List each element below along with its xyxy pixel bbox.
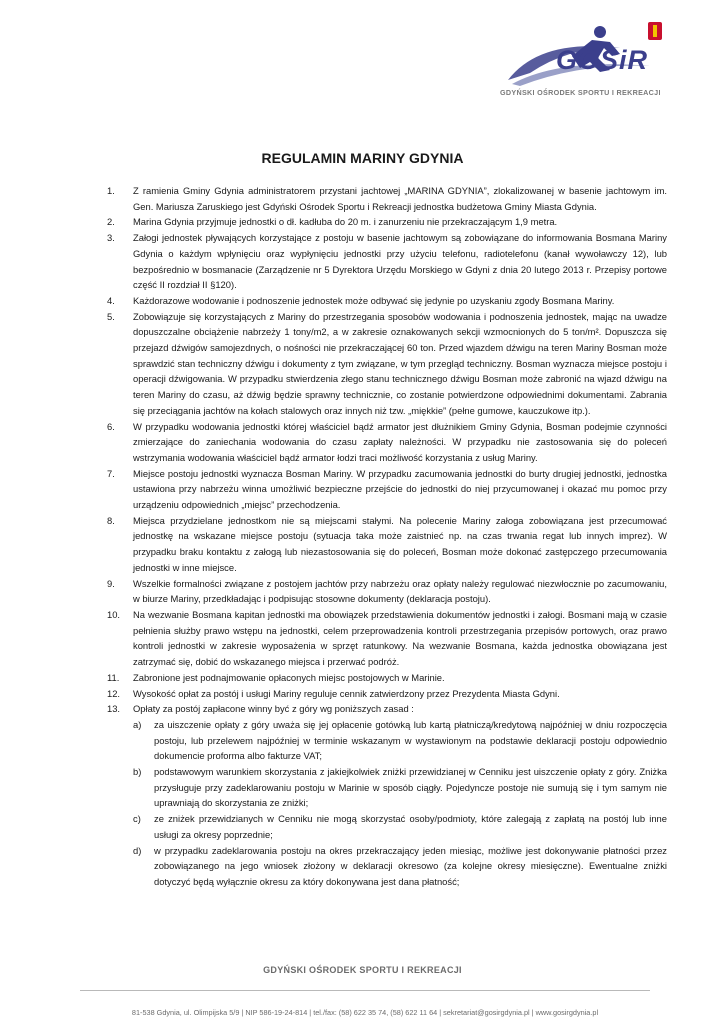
item-number: 5. — [107, 310, 115, 322]
sub-item — [133, 811, 667, 842]
item-number: 9. — [107, 577, 115, 589]
list-item — [107, 670, 667, 686]
sub-item — [133, 717, 667, 764]
logo-wordmark: GOSiR — [556, 45, 649, 75]
item-text: Opłaty za postój zapłacone winny być z góry wg poniższych zasad : — [133, 703, 414, 715]
list-item — [107, 466, 667, 513]
logo-subtitle: GDYŃSKI OŚRODEK SPORTU I REKREACJI — [500, 88, 661, 97]
item-number: 13. — [107, 703, 121, 715]
list-item — [107, 576, 667, 607]
item-text: W przypadku wodowania jednostki której właściciel bądź armator jest dłużnikiem Gminy Gdynia, Bosman podejmie czynności zmierzające do zaniechania wodowania do czasu zapłaty należności. W przypadku nie zastosowania się do poleceń wstrzymania wodowania właściciel bądź armator łodzi traci możliwość korzystania z usług Mariny. — [133, 420, 667, 463]
sub-item-letter: d) — [133, 844, 142, 856]
list-item — [107, 513, 667, 576]
item-text: Marina Gdynia przyjmuje jednostki o dł. kadłuba do 20 m. i zanurzeniu nie przekraczającym 1,9 metra. — [133, 216, 558, 228]
list-item — [107, 686, 667, 702]
document-title: REGULAMIN MARINY GDYNIA — [261, 150, 464, 166]
sub-item-letter: c) — [133, 813, 141, 825]
list-item — [107, 607, 667, 670]
item-number: 1. — [107, 185, 115, 196]
item-text: Wszelkie formalności związane z postojem jachtów przy nabrzeżu oraz opłaty należy regulować niezwłocznie po zacumowaniu, w biurze Mariny, przedkładając i podpisując stosowne dokumenty (deklaracja postoju). — [133, 577, 667, 605]
item-text: Załogi jednostek pływających korzystające z postoju w basenie jachtowym są zobowiązane do informowania Bosmana Mariny Gdynia o każdym wpłynięciu oraz wypłynięciu jednostki przy użyciu telefonu, radiotelefonu (kanał wywoławczy 12), lub bezpośrednio w bosmanacie (Zarządzenie nr 5 Dyrektora Urzędu Morskiego w Gdyni z dnia 20 lutego 2013 r. Przepisy portowe część II rozdział II §120). — [133, 232, 667, 291]
sub-item — [133, 764, 667, 811]
item-number: 4. — [107, 294, 115, 306]
list-item — [107, 230, 667, 293]
sub-item-text: ze zniżek przewidzianych w Cenniku nie mogą skorzystać osoby/podmioty, które zalegają z zapłatą na postój lub inne usługi za okresy poprzednie; — [154, 813, 667, 840]
regulation-body — [107, 183, 667, 890]
item-number: 6. — [107, 420, 115, 432]
footer-divider — [80, 990, 650, 991]
sub-item — [133, 843, 667, 890]
item-number: 10. — [107, 608, 121, 620]
item-text: Na wezwanie Bosmana kapitan jednostki ma obowiązek przedstawienia dokumentów jednostki i załogi. Bosmani mają w czasie pełnienia służby prawo wstępu na jednostki, celem przeprowadzenia kontroli przestrzegania przepisów portowych, oraz prawo kontroli jednostki w zakresie wyposażenia w sprzęt ratunkowy. Na wezwanie Bosmana, każda jednostka obowiązana jest zatrzymać się, dobić do wskazanego miejsca i przerwać podróż. — [133, 608, 667, 668]
item-number: 2. — [107, 216, 115, 228]
item-number: 8. — [107, 514, 115, 526]
item-number: 7. — [107, 467, 115, 479]
sub-item-text: w przypadku zadeklarowania postoju na okres przekraczający jeden miesiąc, możliwe jest dokonywanie płatności przez zobowiązanego na jego wniosek złożony w deklaracji okresowo (za kolejne okresy miesięczne). Ewentualne zniżki dotyczyć będą wyłącznie okresu za który dokonywana jest dana płatność; — [154, 844, 667, 887]
sub-item-letter: b) — [133, 766, 142, 778]
list-item — [107, 214, 667, 230]
item-text: Wysokość opłat za postój i usługi Mariny reguluje cennik zatwierdzony przez Prezydenta Miasta Gdyni. — [133, 687, 560, 699]
item-text: Z ramienia Gminy Gdynia administratorem przystani jachtowej „MARINA GDYNIA”, zlokalizowanej w basenie jachtowym im. Gen. Mariusza Zaruskiego jest Gdyński Ośrodek Sportu i Rekreacji jednostka budżetowa Gminy Miasta Gdynia. — [133, 185, 667, 212]
list-item — [107, 293, 667, 309]
item-number: 11. — [107, 671, 120, 683]
list-item — [107, 309, 667, 419]
list-item — [107, 419, 667, 466]
item-text: Miejsce postoju jednostki wyznacza Bosman Mariny. W przypadku zacumowania jednostki do burty drugiej jednostki, jednostka ustawiona przy nabrzeżu winna umożliwić bezpieczne przejście do jednostki do niej przycumowanej i okazać mu pomoc przy urządzeniu odpowiednich „miejsc” przechodzenia. — [133, 467, 667, 511]
sub-item-text: za uiszczenie opłaty z góry uważa się jej opłacenie gotówką lub kartą płatniczą/kredytową najpóźniej w dniu rozpoczęcia postoju, lub przelewem najpóźniej w terminie wskazanym w wystawionym na podstawie deklaracji postoju odpowiednio dokumencie proforma albo fakturze VAT; — [154, 718, 667, 762]
item-number: 12. — [107, 687, 121, 699]
sub-item-text: podstawowym warunkiem skorzystania z jakiejkolwiek zniżki przewidzianej w Cenniku jest uiszczenie opłaty z góry. Zniżka przysługuje przy zadeklarowaniu postoju w Marinie w sposób ciągły. Pojedyncze postoje nie sumują się i tym samym nie uprawniają do skorzystania ze zniżki; — [154, 766, 667, 809]
item-text: Zabronione jest podnajmowanie opłaconych miejsc postojowych w Marinie. — [133, 671, 445, 683]
item-text: Miejsca przydzielane jednostkom nie są miejscami stałymi. Na polecenie Mariny załoga zobowiązana jest przecumować jednostkę na wskazane miejsce postoju (sytuacja taka może zaistnieć np. na czas trwania regat lub innych imprez). W przypadku braku kontaktu z załogą lub niezastosowania się do poleceń, Bosman może dokonać zastępczego przecumowania jednostki w inne miejsce. — [133, 514, 667, 573]
footer-contact: 81-538 Gdynia, ul. Olimpijska 5/9 | NIP 586-19-24-814 | tel./fax: (58) 622 35 74, (58) 622 11 64 | sekretariat@gosirgdynia.pl | www.gosirgdynia.pl — [131, 1008, 599, 1017]
letterhead — [0, 0, 725, 115]
footer-title: GDYŃSKI OŚRODEK SPORTU I REKREACJI — [263, 965, 462, 975]
item-text: Każdorazowe wodowanie i podnoszenie jednostek może odbywać się jedynie po uzyskaniu zgody Bosmana Mariny. — [133, 294, 615, 306]
item-text: Zobowiązuje się korzystających z Mariny do przestrzegania sposobów wodowania i podnoszenia jednostek, mając na uwadze dopuszczalne obciążenie nabrzeży 1 tony/m2, a w zakresie oznakowanych sekcji wzmocnionych do 5 ton/m². Dopuszcza się przejazd dźwigów samojezdnych, o nośności nie przekraczającej 60 ton. Przed wjazdem dźwigu na teren Mariny Bosman może sprawdzić stan techniczny dźwigu i dokumenty z tym związane, w tym przegląd techniczny. Bosman wyznacza miejsce postoju i operacji dźwigowania. W przypadku stwierdzenia złego stanu technicznego dźwigu Bosman może zabronić na wjazd dźwigu na teren Mariny do czasu, aż dźwig będzie sprawny technicznie, co zostanie potwierdzone odpowiednimi dokumentami. Zabrania się przeciągania jachtów na kołach stalowych oraz innych niż tzw. „miękkie” (pełne gumowe, kauczukowe itp.). — [133, 310, 667, 416]
item-number: 3. — [107, 232, 115, 244]
list-item — [107, 701, 667, 717]
sub-item-letter: a) — [133, 718, 142, 730]
list-item — [107, 183, 667, 214]
